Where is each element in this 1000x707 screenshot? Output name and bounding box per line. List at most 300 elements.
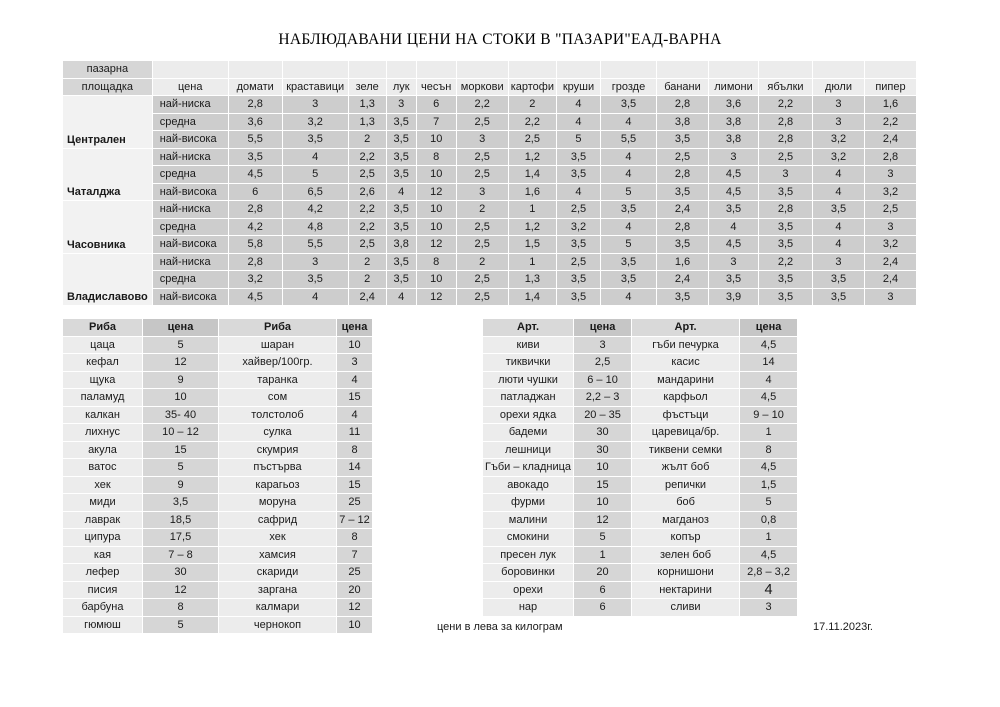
price-value-cell: 2,2 xyxy=(758,253,812,271)
item-name-cell: фурми xyxy=(483,494,574,512)
market-name-cell: Централен xyxy=(63,96,153,149)
item-price-cell: 10 – 12 xyxy=(143,424,219,442)
price-value-cell: 4 xyxy=(556,113,600,131)
item-name-cell: малини xyxy=(483,511,574,529)
item-name-cell: хамсия xyxy=(219,546,337,564)
price-value-cell: 4 xyxy=(282,288,348,306)
item-name-cell: миди xyxy=(63,494,143,512)
price-value-cell: 3,5 xyxy=(656,288,708,306)
art-table-body xyxy=(483,336,798,616)
fish-prices-table xyxy=(62,318,373,634)
item-row xyxy=(483,406,798,424)
item-name-cell: Гъби – кладница xyxy=(483,459,574,477)
price-value-cell: 3,6 xyxy=(708,96,758,114)
prices-table-body xyxy=(63,96,917,306)
price-value-cell: 2,5 xyxy=(556,253,600,271)
price-value-cell: 2,2 xyxy=(456,96,508,114)
price-value-cell: 3 xyxy=(282,253,348,271)
price-value-cell: 2,8 xyxy=(656,218,708,236)
price-value-cell: 5 xyxy=(600,183,656,201)
item-row xyxy=(483,476,798,494)
price-value-cell: 1,3 xyxy=(348,113,386,131)
item-price-cell: 5 xyxy=(143,459,219,477)
item-name-cell: шаран xyxy=(219,336,337,354)
item-name-cell: боровинки xyxy=(483,564,574,582)
item-row xyxy=(63,511,373,529)
price-value-cell: 2,2 xyxy=(508,113,556,131)
price-value-cell: 4 xyxy=(556,96,600,114)
price-value-cell: 3,5 xyxy=(600,201,656,219)
price-value-cell: 3,8 xyxy=(656,113,708,131)
price-value-cell: 2,8 xyxy=(228,96,282,114)
item-price-cell: 15 xyxy=(574,476,632,494)
item-name-cell: калмари xyxy=(219,599,337,617)
price-value-cell: 5,5 xyxy=(228,131,282,149)
price-value-cell: 1,2 xyxy=(508,218,556,236)
price-value-cell: 6,5 xyxy=(282,183,348,201)
price-value-cell: 4 xyxy=(282,148,348,166)
price-value-cell: 3,5 xyxy=(556,148,600,166)
price-value-cell: 6 xyxy=(416,96,456,114)
art-header-1: Арт. xyxy=(483,319,574,337)
item-price-cell: 30 xyxy=(574,441,632,459)
price-value-cell: 2,4 xyxy=(348,288,386,306)
price-value-cell: 4,5 xyxy=(708,166,758,184)
item-name-cell: акула xyxy=(63,441,143,459)
item-price-cell: 8 xyxy=(337,529,373,547)
price-value-cell: 4,5 xyxy=(228,166,282,184)
item-price-cell: 3 xyxy=(337,354,373,372)
corner-cell-line2: площадка xyxy=(63,78,153,96)
price-value-cell: 3,5 xyxy=(708,271,758,289)
item-name-cell: паламуд xyxy=(63,389,143,407)
item-row xyxy=(63,354,373,372)
price-value-cell: 10 xyxy=(416,131,456,149)
item-price-cell: 6 xyxy=(574,581,632,599)
price-value-cell: 3,2 xyxy=(228,271,282,289)
item-row xyxy=(63,476,373,494)
item-name-cell: толстолоб xyxy=(219,406,337,424)
price-value-cell: 3,5 xyxy=(556,236,600,254)
price-value-cell: 2,8 xyxy=(656,96,708,114)
item-row xyxy=(63,529,373,547)
price-value-cell: 3 xyxy=(864,218,916,236)
item-name-cell: хек xyxy=(219,529,337,547)
item-name-cell: сулка xyxy=(219,424,337,442)
item-name-cell: сафрид xyxy=(219,511,337,529)
price-value-cell: 4 xyxy=(600,288,656,306)
price-value-cell: 2,5 xyxy=(456,271,508,289)
price-row xyxy=(63,253,917,271)
item-row xyxy=(63,424,373,442)
column-header-product: картофи xyxy=(508,78,556,96)
item-name-cell: хек xyxy=(63,476,143,494)
price-value-cell: 3,5 xyxy=(386,166,416,184)
price-row xyxy=(63,183,917,201)
price-value-cell: 3,5 xyxy=(812,288,864,306)
item-price-cell: 4 xyxy=(337,371,373,389)
price-level-cell: най-ниска xyxy=(152,201,228,219)
price-value-cell: 10 xyxy=(416,271,456,289)
price-value-cell: 2,5 xyxy=(456,148,508,166)
price-value-cell: 3,5 xyxy=(386,148,416,166)
header-row-products xyxy=(63,78,917,96)
price-value-cell: 2,8 xyxy=(758,113,812,131)
item-price-cell: 6 xyxy=(574,599,632,617)
price-level-cell: средна xyxy=(152,113,228,131)
item-name-cell: барбуна xyxy=(63,599,143,617)
item-price-cell: 18,5 xyxy=(143,511,219,529)
price-value-cell: 1 xyxy=(508,201,556,219)
item-price-cell: 5 xyxy=(574,529,632,547)
item-name-cell: щука xyxy=(63,371,143,389)
item-name-cell: цаца xyxy=(63,336,143,354)
price-value-cell: 3,5 xyxy=(556,271,600,289)
price-value-cell: 2,5 xyxy=(508,131,556,149)
price-level-cell: средна xyxy=(152,166,228,184)
price-value-cell: 3 xyxy=(386,96,416,114)
item-name-cell: лихнус xyxy=(63,424,143,442)
price-value-cell: 1 xyxy=(508,253,556,271)
price-value-cell: 2,5 xyxy=(348,236,386,254)
item-name-cell: моруна xyxy=(219,494,337,512)
price-value-cell: 3,5 xyxy=(556,166,600,184)
item-row xyxy=(483,599,798,617)
item-name-cell: карагьоз xyxy=(219,476,337,494)
units-note: цени в лева за килограм xyxy=(437,621,563,633)
price-value-cell: 1,6 xyxy=(508,183,556,201)
item-row xyxy=(483,511,798,529)
market-name-cell: Часовника xyxy=(63,201,153,254)
item-price-cell: 2,8 – 3,2 xyxy=(740,564,798,582)
item-row xyxy=(63,564,373,582)
price-value-cell: 4,2 xyxy=(282,201,348,219)
item-price-cell: 3 xyxy=(740,599,798,617)
price-value-cell: 1,2 xyxy=(508,148,556,166)
item-price-cell: 25 xyxy=(337,564,373,582)
item-row xyxy=(483,354,798,372)
price-value-cell: 5 xyxy=(556,131,600,149)
price-value-cell: 3,5 xyxy=(656,183,708,201)
item-name-cell: жълт боб xyxy=(632,459,740,477)
item-name-cell: ципура xyxy=(63,529,143,547)
item-price-cell: 17,5 xyxy=(143,529,219,547)
price-value-cell: 3,5 xyxy=(758,183,812,201)
price-row xyxy=(63,166,917,184)
column-header-product: дюли xyxy=(812,78,864,96)
column-header-product: пипер xyxy=(864,78,916,96)
item-name-cell: калкан xyxy=(63,406,143,424)
price-value-cell: 4 xyxy=(600,148,656,166)
item-row xyxy=(63,581,373,599)
price-value-cell: 3 xyxy=(282,96,348,114)
market-name-cell: Владиславово xyxy=(63,253,153,306)
art-header-2: Арт. xyxy=(632,319,740,337)
item-price-cell: 14 xyxy=(740,354,798,372)
item-price-cell: 4 xyxy=(740,581,798,599)
item-price-cell: 30 xyxy=(143,564,219,582)
item-name-cell: люти чушки xyxy=(483,371,574,389)
item-price-cell: 5 xyxy=(143,336,219,354)
price-header-1: цена xyxy=(143,319,219,337)
price-value-cell: 3,5 xyxy=(812,271,864,289)
item-price-cell: 10 xyxy=(337,336,373,354)
price-value-cell: 4 xyxy=(600,218,656,236)
price-value-cell: 10 xyxy=(416,218,456,236)
price-value-cell: 3,5 xyxy=(282,271,348,289)
item-row xyxy=(483,529,798,547)
price-value-cell: 3 xyxy=(864,288,916,306)
item-row xyxy=(63,616,373,634)
price-value-cell: 6 xyxy=(228,183,282,201)
item-price-cell: 4 xyxy=(740,371,798,389)
price-value-cell: 2,2 xyxy=(758,96,812,114)
price-level-cell: най-ниска xyxy=(152,148,228,166)
price-value-cell: 10 xyxy=(416,201,456,219)
item-name-cell: кая xyxy=(63,546,143,564)
price-header-2: цена xyxy=(337,319,373,337)
price-value-cell: 3,5 xyxy=(556,288,600,306)
price-value-cell: 4 xyxy=(812,183,864,201)
item-name-cell: фъстъци xyxy=(632,406,740,424)
item-name-cell: пъстърва xyxy=(219,459,337,477)
price-value-cell: 2,2 xyxy=(348,201,386,219)
item-row xyxy=(483,371,798,389)
item-name-cell: сливи xyxy=(632,599,740,617)
price-value-cell: 3,5 xyxy=(656,131,708,149)
price-value-cell: 3 xyxy=(456,131,508,149)
item-price-cell: 0,8 xyxy=(740,511,798,529)
price-value-cell: 12 xyxy=(416,183,456,201)
price-value-cell: 3,5 xyxy=(600,271,656,289)
price-value-cell: 3,2 xyxy=(812,131,864,149)
price-value-cell: 3,5 xyxy=(386,218,416,236)
price-value-cell: 2,4 xyxy=(864,131,916,149)
price-value-cell: 4 xyxy=(812,218,864,236)
item-price-cell: 2,5 xyxy=(574,354,632,372)
item-name-cell: орехи xyxy=(483,581,574,599)
price-row xyxy=(63,271,917,289)
item-price-cell: 9 xyxy=(143,476,219,494)
price-value-cell: 4,8 xyxy=(282,218,348,236)
item-row xyxy=(63,546,373,564)
price-level-cell: средна xyxy=(152,271,228,289)
price-value-cell: 4 xyxy=(708,218,758,236)
item-name-cell: нектарини xyxy=(632,581,740,599)
price-level-cell: най-ниска xyxy=(152,253,228,271)
item-name-cell: боб xyxy=(632,494,740,512)
price-value-cell: 3,8 xyxy=(708,113,758,131)
price-value-cell: 3 xyxy=(708,148,758,166)
item-name-cell: тиквички xyxy=(483,354,574,372)
price-row xyxy=(63,131,917,149)
item-row xyxy=(63,371,373,389)
item-name-cell: скумрия xyxy=(219,441,337,459)
item-name-cell: лефер xyxy=(63,564,143,582)
item-row xyxy=(483,459,798,477)
price-value-cell: 1,4 xyxy=(508,288,556,306)
item-row xyxy=(483,424,798,442)
item-name-cell: гъби печурка xyxy=(632,336,740,354)
market-name-cell: Чаталджа xyxy=(63,148,153,201)
item-price-cell: 12 xyxy=(337,599,373,617)
item-name-cell: нар xyxy=(483,599,574,617)
item-price-cell: 12 xyxy=(143,581,219,599)
item-name-cell: гюмюш xyxy=(63,616,143,634)
item-price-cell: 20 – 35 xyxy=(574,406,632,424)
price-value-cell: 2,5 xyxy=(556,201,600,219)
price-value-cell: 10 xyxy=(416,166,456,184)
price-value-cell: 3,5 xyxy=(600,253,656,271)
price-value-cell: 3,5 xyxy=(228,148,282,166)
price-value-cell: 4 xyxy=(386,183,416,201)
item-price-cell: 11 xyxy=(337,424,373,442)
item-price-cell: 10 xyxy=(574,459,632,477)
price-value-cell: 2,5 xyxy=(758,148,812,166)
price-value-cell: 3,5 xyxy=(758,236,812,254)
corner-cell-line1: пазарна xyxy=(63,61,153,79)
item-name-cell: писия xyxy=(63,581,143,599)
item-name-cell: хайвер/100гр. xyxy=(219,354,337,372)
item-price-cell: 9 – 10 xyxy=(740,406,798,424)
item-row xyxy=(483,441,798,459)
price-value-cell: 3,9 xyxy=(708,288,758,306)
price-value-cell: 3 xyxy=(456,183,508,201)
price-value-cell: 8 xyxy=(416,148,456,166)
item-name-cell: киви xyxy=(483,336,574,354)
item-row xyxy=(483,389,798,407)
price-level-cell: най-висока xyxy=(152,236,228,254)
articles-prices-table xyxy=(482,318,798,617)
price-value-cell: 3,8 xyxy=(386,236,416,254)
item-name-cell: лешници xyxy=(483,441,574,459)
price-value-cell: 3,2 xyxy=(812,148,864,166)
report-date: 17.11.2023г. xyxy=(813,621,873,633)
item-price-cell: 2,2 – 3 xyxy=(574,389,632,407)
item-name-cell: пресен лук xyxy=(483,546,574,564)
price-value-cell: 1,6 xyxy=(656,253,708,271)
price-value-cell: 1,3 xyxy=(348,96,386,114)
item-row xyxy=(63,599,373,617)
price-level-cell: най-висока xyxy=(152,288,228,306)
price-value-cell: 3,5 xyxy=(758,218,812,236)
price-value-cell: 2,5 xyxy=(656,148,708,166)
item-price-cell: 9 xyxy=(143,371,219,389)
price-value-cell: 2,5 xyxy=(864,201,916,219)
item-name-cell: тиквени семки xyxy=(632,441,740,459)
item-name-cell: авокадо xyxy=(483,476,574,494)
column-header-product: банани xyxy=(656,78,708,96)
price-value-cell: 2,4 xyxy=(864,271,916,289)
price-value-cell: 4 xyxy=(556,183,600,201)
price-value-cell: 2,6 xyxy=(348,183,386,201)
price-value-cell: 5,5 xyxy=(600,131,656,149)
price-value-cell: 3,6 xyxy=(228,113,282,131)
price-value-cell: 4 xyxy=(600,113,656,131)
price-value-cell: 3,2 xyxy=(282,113,348,131)
item-name-cell: патладжан xyxy=(483,389,574,407)
price-value-cell: 4,5 xyxy=(708,183,758,201)
price-value-cell: 1,4 xyxy=(508,166,556,184)
price-value-cell: 3 xyxy=(812,253,864,271)
item-price-cell: 15 xyxy=(337,476,373,494)
item-row xyxy=(483,494,798,512)
item-price-cell: 25 xyxy=(337,494,373,512)
price-value-cell: 2,8 xyxy=(228,253,282,271)
price-value-cell: 4 xyxy=(386,288,416,306)
item-price-cell: 8 xyxy=(143,599,219,617)
price-value-cell: 7 xyxy=(416,113,456,131)
price-value-cell: 2,5 xyxy=(348,166,386,184)
price-value-cell: 3,5 xyxy=(758,271,812,289)
price-value-cell: 1,3 xyxy=(508,271,556,289)
item-name-cell: корнишони xyxy=(632,564,740,582)
item-name-cell: ватос xyxy=(63,459,143,477)
price-value-cell: 4,5 xyxy=(228,288,282,306)
price-value-cell: 2 xyxy=(456,201,508,219)
price-value-cell: 3,5 xyxy=(386,131,416,149)
price-row xyxy=(63,218,917,236)
item-price-cell: 1 xyxy=(574,546,632,564)
price-value-cell: 2,2 xyxy=(348,218,386,236)
item-name-cell: сом xyxy=(219,389,337,407)
price-value-cell: 4,5 xyxy=(708,236,758,254)
price-value-cell: 1,6 xyxy=(864,96,916,114)
item-name-cell: чернокоп xyxy=(219,616,337,634)
item-name-cell: зелен боб xyxy=(632,546,740,564)
price-value-cell: 3,8 xyxy=(708,131,758,149)
item-price-cell: 15 xyxy=(337,389,373,407)
item-price-cell: 8 xyxy=(740,441,798,459)
item-row xyxy=(483,336,798,354)
item-price-cell: 15 xyxy=(143,441,219,459)
item-price-cell: 5 xyxy=(143,616,219,634)
price-header-2: цена xyxy=(740,319,798,337)
price-value-cell: 2,5 xyxy=(456,113,508,131)
item-price-cell: 30 xyxy=(574,424,632,442)
price-value-cell: 4,2 xyxy=(228,218,282,236)
item-price-cell: 4 xyxy=(337,406,373,424)
item-price-cell: 8 xyxy=(337,441,373,459)
item-price-cell: 10 xyxy=(143,389,219,407)
price-value-cell: 2,8 xyxy=(864,148,916,166)
item-name-cell: бадеми xyxy=(483,424,574,442)
header-row-top xyxy=(63,61,917,79)
item-name-cell: касис xyxy=(632,354,740,372)
price-value-cell: 2,4 xyxy=(864,253,916,271)
price-row xyxy=(63,113,917,131)
price-value-cell: 3,5 xyxy=(282,131,348,149)
item-price-cell: 7 xyxy=(337,546,373,564)
item-price-cell: 6 – 10 xyxy=(574,371,632,389)
item-price-cell: 20 xyxy=(337,581,373,599)
price-value-cell: 3 xyxy=(758,166,812,184)
item-row xyxy=(63,441,373,459)
item-name-cell: царевица/бр. xyxy=(632,424,740,442)
price-row xyxy=(63,96,917,114)
item-price-cell: 3 xyxy=(574,336,632,354)
page-title: НАБЛЮДАВАНИ ЦЕНИ НА СТОКИ В "ПАЗАРИ"ЕАД-ВАРНА xyxy=(278,31,722,48)
item-price-cell: 7 – 12 xyxy=(337,511,373,529)
price-level-cell: най-висока xyxy=(152,131,228,149)
item-price-cell: 10 xyxy=(337,616,373,634)
price-value-cell: 3,2 xyxy=(864,183,916,201)
price-value-cell: 3,5 xyxy=(386,113,416,131)
price-value-cell: 1,5 xyxy=(508,236,556,254)
item-row xyxy=(63,389,373,407)
item-name-cell: копър xyxy=(632,529,740,547)
price-value-cell: 2 xyxy=(456,253,508,271)
